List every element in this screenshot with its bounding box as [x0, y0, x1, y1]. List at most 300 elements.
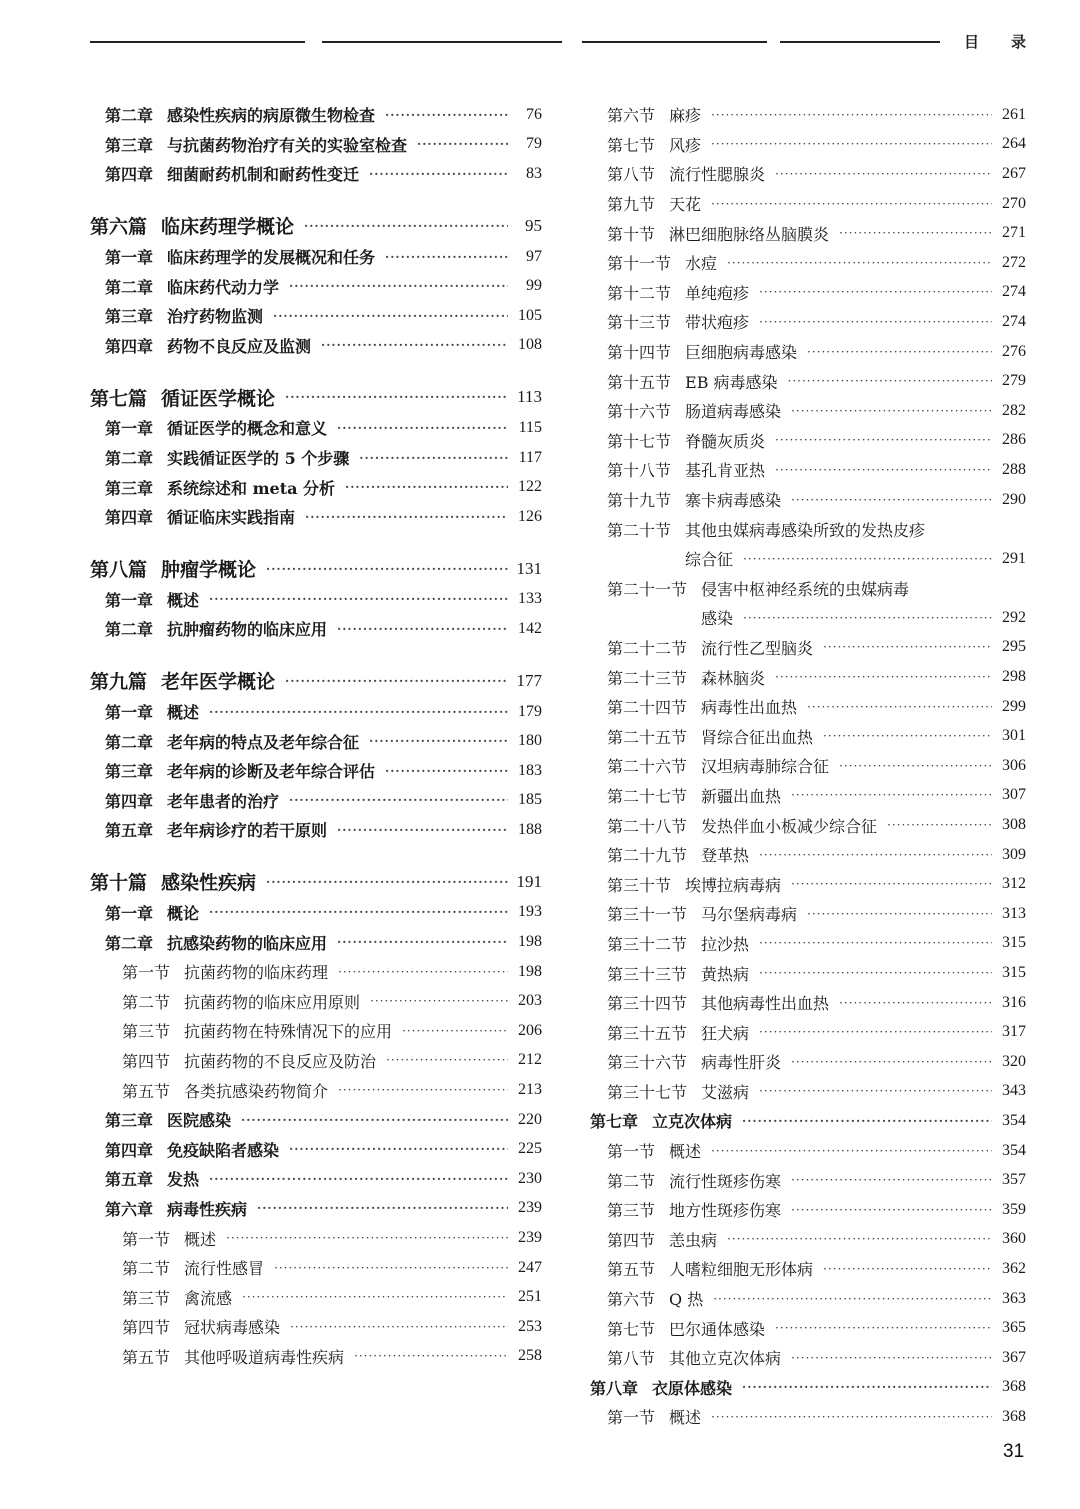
- toc-entry[interactable]: [90, 301, 542, 331]
- toc-entry[interactable]: [90, 472, 542, 502]
- leader-dots: [417, 137, 508, 151]
- toc-entry-title: 细菌耐药机制和耐药性变迁: [167, 165, 360, 185]
- leader-dots: [788, 374, 992, 388]
- toc-entry-title: 地方性斑疹伤寒: [669, 1201, 782, 1221]
- toc-entry[interactable]: [590, 662, 1026, 692]
- toc-entry-title: 抗菌药物在特殊情况下的应用: [184, 1022, 393, 1042]
- toc-entry[interactable]: [590, 189, 1026, 219]
- toc-entry-title: 医院感染: [167, 1111, 232, 1131]
- toc-entry[interactable]: [90, 1253, 542, 1283]
- toc-entry-page: 368: [1002, 1407, 1026, 1425]
- toc-entry-page: 359: [1002, 1200, 1026, 1218]
- toc-entry[interactable]: [590, 1373, 1026, 1403]
- toc-entry-number: 第二章: [105, 106, 154, 126]
- toc-entry-number: 第六节: [607, 106, 656, 126]
- toc-entry[interactable]: [90, 986, 542, 1016]
- toc-entry-number: 第十八节: [607, 461, 672, 481]
- leader-dots: [742, 1380, 992, 1394]
- toc-entry-title: 人嗜粒细胞无形体病: [669, 1260, 814, 1280]
- toc-entry-number: 第二十六节: [607, 757, 688, 777]
- toc-entry[interactable]: [90, 1282, 542, 1312]
- leader-dots: [775, 670, 992, 684]
- toc-entry-page: 79: [526, 135, 542, 153]
- toc-entry-title: 概述: [167, 703, 200, 723]
- leader-dots: [759, 936, 992, 950]
- toc-entry-page: 272: [1002, 253, 1026, 271]
- toc-entry[interactable]: [590, 1017, 1026, 1047]
- leader-dots: [369, 167, 508, 181]
- leader-dots: [775, 463, 992, 477]
- toc-entry-page: 291: [1002, 549, 1026, 567]
- toc-entry-title: 老年医学概论: [161, 671, 276, 694]
- toc-entry-number: 第三节: [122, 1022, 171, 1042]
- toc-entry-title: 带状疱疹: [685, 313, 750, 333]
- toc-entry-page: 317: [1002, 1023, 1026, 1041]
- toc-entry-title: 衣原体感染: [652, 1378, 733, 1398]
- toc-entry-number: 第八节: [607, 165, 656, 185]
- toc-entry-number: 第二节: [607, 1171, 656, 1191]
- toc-entry[interactable]: [590, 455, 1026, 485]
- toc-entry[interactable]: [90, 1046, 542, 1076]
- toc-entry[interactable]: [590, 751, 1026, 781]
- toc-entry-page: 251: [518, 1288, 542, 1306]
- toc-entry[interactable]: [90, 271, 542, 301]
- toc-entry-page: 282: [1002, 401, 1026, 419]
- leader-dots: [759, 848, 992, 862]
- toc-entry[interactable]: [90, 1134, 542, 1164]
- toc-entry-title: 系统综述和 meta 分析: [167, 478, 336, 498]
- toc-entry-number: 第二十九节: [607, 846, 688, 866]
- leader-dots: [209, 1172, 508, 1186]
- toc-entry-page: 288: [1002, 460, 1026, 478]
- toc-entry[interactable]: [590, 958, 1026, 988]
- toc-entry[interactable]: [590, 1343, 1026, 1373]
- toc-entry[interactable]: [590, 100, 1026, 130]
- leader-dots: [775, 167, 992, 181]
- toc-entry[interactable]: [590, 1136, 1026, 1166]
- toc-entry[interactable]: [90, 1075, 542, 1105]
- toc-entry[interactable]: [90, 815, 542, 845]
- toc-entry[interactable]: [90, 413, 542, 443]
- toc-entry-title: 单纯疱疹: [685, 283, 750, 303]
- toc-entry-number: 第二十四节: [607, 698, 688, 718]
- toc-entry-page: 292: [1002, 608, 1026, 626]
- toc-entry-number: 第三章: [105, 478, 154, 498]
- toc-entry[interactable]: [90, 159, 542, 189]
- leader-dots: [226, 1231, 508, 1245]
- toc-entry-number: 第四节: [607, 1230, 656, 1250]
- toc-entry-page: 97: [526, 247, 542, 265]
- toc-entry[interactable]: [590, 721, 1026, 751]
- toc-entry-title: 免疫缺陷者感染: [167, 1140, 280, 1160]
- toc-entry-number: 第三十七节: [607, 1082, 688, 1102]
- toc-entry-page: 271: [1002, 224, 1026, 242]
- toc-entry-number: 第一章: [105, 248, 154, 268]
- toc-entry-number: 第七节: [607, 135, 656, 155]
- toc-entry-page: 212: [518, 1051, 542, 1069]
- leader-dots: [241, 1113, 508, 1127]
- toc-entry[interactable]: [590, 307, 1026, 337]
- toc-entry[interactable]: [590, 396, 1026, 426]
- toc-entry[interactable]: [90, 927, 542, 957]
- toc-part-heading[interactable]: [90, 210, 542, 242]
- toc-entry[interactable]: [590, 248, 1026, 278]
- toc-entry-page: 230: [518, 1169, 542, 1187]
- leader-dots: [713, 1292, 992, 1306]
- toc-entry-title: 感染性疾病: [161, 872, 257, 895]
- toc-entry[interactable]: [90, 898, 542, 928]
- toc-entry-title: 马尔堡病毒病: [701, 905, 798, 925]
- toc-entry-title: 肠道病毒感染: [685, 402, 782, 422]
- toc-entry-number: 第一节: [607, 1142, 656, 1162]
- toc-entry-page: 108: [518, 336, 542, 354]
- toc-entry[interactable]: [590, 988, 1026, 1018]
- toc-entry-number: 第一章: [105, 903, 154, 923]
- toc-entry-page: 239: [518, 1229, 542, 1247]
- leader-dots: [285, 390, 508, 404]
- toc-entry-page: 99: [526, 277, 542, 295]
- toc-part-heading[interactable]: [90, 553, 542, 585]
- toc-entry[interactable]: [590, 1106, 1026, 1136]
- toc-entry-title: 立克次体病: [652, 1112, 733, 1132]
- toc-entry[interactable]: [590, 810, 1026, 840]
- leader-dots: [807, 700, 992, 714]
- leader-dots: [759, 285, 992, 299]
- toc-entry-number: 第一章: [105, 703, 154, 723]
- toc-entry[interactable]: [90, 1342, 542, 1372]
- toc-entry-number: 第二十八节: [607, 816, 688, 836]
- toc-entry[interactable]: [90, 585, 542, 615]
- toc-entry[interactable]: [590, 278, 1026, 308]
- toc-entry[interactable]: [590, 869, 1026, 899]
- toc-entry[interactable]: [590, 1402, 1026, 1432]
- toc-entry[interactable]: [90, 1016, 542, 1046]
- toc-entry-page: 298: [1002, 668, 1026, 686]
- toc-entry-title: 实践循证医学的 5 个步骤: [167, 449, 350, 469]
- toc-entry-number: 第三章: [105, 135, 154, 155]
- toc-entry-title: 流行性腮腺炎: [669, 165, 766, 185]
- toc-entry-page: 320: [1002, 1052, 1026, 1070]
- toc-entry-page: 286: [1002, 431, 1026, 449]
- toc-entry[interactable]: [90, 786, 542, 816]
- leader-dots: [345, 480, 508, 494]
- toc-entry-page: 95: [525, 215, 542, 235]
- leader-dots: [742, 1114, 992, 1128]
- leader-dots: [711, 108, 992, 122]
- toc-entry[interactable]: [590, 1165, 1026, 1195]
- toc-entry-page: 301: [1002, 727, 1026, 745]
- toc-entry-title: 循证医学的概念和意义: [167, 419, 328, 439]
- toc-entry-page: 198: [518, 962, 542, 980]
- leader-dots: [354, 1349, 508, 1363]
- toc-entry-number: 第四章: [105, 165, 154, 185]
- toc-entry-page: 261: [1002, 105, 1026, 123]
- toc-entry-title-continued: 综合征: [685, 550, 734, 570]
- toc-entry-number: 第七章: [590, 1112, 639, 1132]
- toc-part-heading[interactable]: [90, 866, 542, 898]
- toc-entry[interactable]: [590, 633, 1026, 663]
- leader-dots: [370, 994, 508, 1008]
- toc-entry[interactable]: [590, 840, 1026, 870]
- toc-entry-title: 抗肿瘤药物的临床应用: [167, 620, 328, 640]
- toc-left-column: [90, 100, 542, 1371]
- leader-dots: [743, 552, 992, 566]
- leader-dots: [209, 905, 508, 919]
- toc-entry-page: 239: [518, 1199, 542, 1217]
- toc-entry[interactable]: [590, 692, 1026, 722]
- toc-entry-page: 270: [1002, 194, 1026, 212]
- toc-entry-number: 第一节: [607, 1408, 656, 1428]
- toc-entry-title: Q 热: [669, 1290, 704, 1310]
- toc-entry-number: 第五节: [122, 1347, 171, 1367]
- toc-entry-page: 307: [1002, 786, 1026, 804]
- toc-entry-title: 老年病的诊断及老年综合评估: [167, 762, 376, 782]
- toc-entry-page: 313: [1002, 904, 1026, 922]
- toc-right-column: [590, 100, 1026, 1432]
- toc-entry[interactable]: [90, 100, 542, 130]
- toc-entry[interactable]: [590, 426, 1026, 456]
- toc-entry-page: 308: [1002, 816, 1026, 834]
- toc-entry-page: 115: [518, 418, 542, 436]
- toc-entry[interactable]: [590, 514, 1026, 544]
- leader-dots: [711, 1144, 992, 1158]
- toc-entry-page: 133: [518, 590, 542, 608]
- toc-entry[interactable]: [90, 1164, 542, 1194]
- toc-entry[interactable]: [590, 1254, 1026, 1284]
- toc-entry[interactable]: [590, 929, 1026, 959]
- toc-entry[interactable]: [590, 1313, 1026, 1343]
- toc-entry[interactable]: [590, 130, 1026, 160]
- toc-entry-number: 第二十七节: [607, 786, 688, 806]
- leader-dots: [839, 996, 992, 1010]
- leader-dots: [759, 966, 992, 980]
- toc-entry-number: 第十一节: [607, 254, 672, 274]
- toc-entry-page: 206: [518, 1021, 542, 1039]
- toc-entry-number: 第二十一节: [607, 579, 688, 599]
- toc-entry-title: 概论: [167, 903, 200, 923]
- toc-entry-title: 抗菌药物的不良反应及防治: [184, 1051, 377, 1071]
- leader-dots: [337, 421, 508, 435]
- toc-entry-number: 第八节: [607, 1349, 656, 1369]
- toc-entry-page: 343: [1002, 1082, 1026, 1100]
- toc-entry-number: 第三十三节: [607, 964, 688, 984]
- leader-dots: [402, 1024, 508, 1038]
- toc-entry-title: 水痘: [685, 254, 718, 274]
- toc-entry-title: 淋巴细胞脉络丛脑膜炎: [669, 224, 830, 244]
- toc-entry-number: 第三章: [105, 762, 154, 782]
- toc-entry-page: 367: [1002, 1348, 1026, 1366]
- toc-entry-number: 第九节: [607, 195, 656, 215]
- toc-entry-page: 253: [518, 1317, 542, 1335]
- toc-entry-title: 巨细胞病毒感染: [685, 343, 798, 363]
- toc-part-heading[interactable]: [90, 665, 542, 697]
- toc-entry-page: 290: [1002, 490, 1026, 508]
- leader-dots: [242, 1290, 508, 1304]
- toc-entry[interactable]: [590, 218, 1026, 248]
- toc-entry[interactable]: [590, 1195, 1026, 1225]
- leader-dots: [338, 965, 508, 979]
- toc-entry-title: 黄热病: [701, 964, 750, 984]
- toc-entry-page: 309: [1002, 845, 1026, 863]
- toc-entry-number: 第二十三节: [607, 668, 688, 688]
- toc-entry-number: 第五节: [122, 1081, 171, 1101]
- toc-entry[interactable]: [590, 1077, 1026, 1107]
- toc-entry-number: 第二章: [105, 732, 154, 752]
- toc-entry-number: 第八章: [590, 1378, 639, 1398]
- leader-dots: [337, 622, 508, 636]
- leader-dots: [791, 1203, 992, 1217]
- toc-entry-page: 183: [518, 761, 542, 779]
- toc-entry-title: 脊髓灰质炎: [685, 431, 766, 451]
- toc-entry-title: 概述: [669, 1408, 702, 1428]
- leader-dots: [290, 1320, 508, 1334]
- toc-entry-number: 第二章: [105, 277, 154, 297]
- toc-entry[interactable]: [590, 1225, 1026, 1255]
- toc-entry-page: 193: [518, 903, 542, 921]
- toc-entry[interactable]: [90, 614, 542, 644]
- toc-entry-page: 213: [518, 1081, 542, 1099]
- toc-entry-page: 363: [1002, 1289, 1026, 1307]
- leader-dots: [385, 250, 508, 264]
- toc-entry-number: 第四章: [105, 508, 154, 528]
- toc-entry-page: 362: [1002, 1259, 1026, 1277]
- toc-entry[interactable]: [590, 781, 1026, 811]
- toc-entry-page: 354: [1002, 1141, 1026, 1159]
- header-rule: [780, 41, 940, 43]
- leader-dots: [823, 729, 992, 743]
- toc-entry-page: 203: [518, 992, 542, 1010]
- leader-dots: [791, 877, 992, 891]
- toc-entry[interactable]: [590, 603, 1026, 633]
- toc-entry-title: 基孔肯亚热: [685, 461, 766, 481]
- toc-entry-number: 第十二节: [607, 283, 672, 303]
- toc-entry-page: 131: [516, 558, 542, 578]
- toc-entry-title: 登革热: [701, 846, 750, 866]
- toc-entry[interactable]: [90, 697, 542, 727]
- toc-entry[interactable]: [90, 443, 542, 473]
- leader-dots: [823, 640, 992, 654]
- leader-dots: [321, 338, 508, 352]
- toc-entry[interactable]: [90, 957, 542, 987]
- toc-entry[interactable]: [90, 502, 542, 532]
- toc-entry[interactable]: [590, 544, 1026, 574]
- toc-entry-page: 191: [516, 871, 542, 891]
- toc-part-heading[interactable]: [90, 381, 542, 413]
- toc-entry-number: 第三十节: [607, 875, 672, 895]
- toc-entry-title: 天花: [669, 195, 702, 215]
- toc-entry-number: 第九篇: [90, 671, 148, 694]
- leader-dots: [209, 705, 508, 719]
- toc-entry[interactable]: [590, 574, 1026, 604]
- toc-entry-title: 抗菌药物的临床药理: [184, 963, 329, 983]
- toc-entry-title: 病毒性疾病: [167, 1199, 248, 1219]
- toc-entry[interactable]: [90, 242, 542, 272]
- toc-entry-number: 第四章: [105, 791, 154, 811]
- toc-entry[interactable]: [590, 1284, 1026, 1314]
- toc-entry-number: 第一节: [122, 1229, 171, 1249]
- toc-entry-page: 306: [1002, 756, 1026, 774]
- header-rule: [90, 41, 305, 43]
- toc-entry[interactable]: [590, 337, 1026, 367]
- toc-entry[interactable]: [90, 726, 542, 756]
- toc-entry-number: 第二节: [122, 1259, 171, 1279]
- toc-entry-title: 发热伴血小板减少综合征: [701, 816, 878, 836]
- leader-dots: [285, 674, 508, 688]
- toc-entry-title: 发热: [167, 1170, 200, 1190]
- toc-entry[interactable]: [590, 1047, 1026, 1077]
- leader-dots: [385, 764, 508, 778]
- toc-entry-number: 第二节: [122, 992, 171, 1012]
- leader-dots: [257, 1201, 508, 1215]
- toc-entry-title: 老年病的特点及老年综合征: [167, 732, 360, 752]
- leader-dots: [369, 734, 508, 748]
- toc-entry-title: 其他病毒性出血热: [701, 994, 830, 1014]
- leader-dots: [727, 256, 992, 270]
- toc-entry-number: 第七节: [607, 1319, 656, 1339]
- leader-dots: [839, 226, 992, 240]
- toc-entry-title: 汉坦病毒肺综合征: [701, 757, 830, 777]
- toc-entry-title: 风疹: [669, 135, 702, 155]
- toc-entry-page: 179: [518, 702, 542, 720]
- toc-entry-page: 295: [1002, 638, 1026, 656]
- toc-entry[interactable]: [90, 1312, 542, 1342]
- toc-entry-number: 第二章: [105, 620, 154, 640]
- leader-dots: [359, 451, 508, 465]
- leader-dots: [711, 197, 992, 211]
- toc-entry-title: 其他立克次体病: [669, 1349, 782, 1369]
- toc-entry-title: 病毒性肝炎: [701, 1053, 782, 1073]
- toc-entry-page: 198: [518, 933, 542, 951]
- toc-entry[interactable]: [90, 1194, 542, 1224]
- toc-entry-title: 艾滋病: [701, 1082, 750, 1102]
- leader-dots: [273, 309, 508, 323]
- toc-entry-title: 寨卡病毒感染: [685, 491, 782, 511]
- toc-entry[interactable]: [590, 899, 1026, 929]
- toc-entry[interactable]: [90, 331, 542, 361]
- toc-entry[interactable]: [90, 1105, 542, 1135]
- toc-entry-number: 第二十五节: [607, 727, 688, 747]
- toc-entry[interactable]: [90, 130, 542, 160]
- toc-entry-title: 流行性斑疹伤寒: [669, 1171, 782, 1191]
- toc-entry-title: 抗感染药物的临床应用: [167, 933, 328, 953]
- leader-dots: [743, 611, 992, 625]
- toc-entry-page: 188: [518, 820, 542, 838]
- toc-entry-title: 临床药代动力学: [167, 277, 280, 297]
- toc-entry-page: 354: [1002, 1111, 1026, 1129]
- toc-entry-title: 侵害中枢神经系统的虫媒病毒: [701, 579, 910, 599]
- toc-entry-number: 第八篇: [90, 559, 148, 582]
- toc-entry[interactable]: [590, 366, 1026, 396]
- toc-entry[interactable]: [590, 159, 1026, 189]
- toc-entry-number: 第五节: [607, 1260, 656, 1280]
- toc-entry-page: 276: [1002, 342, 1026, 360]
- toc-entry-title: 病毒性出血热: [701, 698, 798, 718]
- header-rule: [582, 41, 767, 43]
- toc-entry-number: 第三章: [105, 307, 154, 327]
- toc-entry-title: 森林脑炎: [701, 668, 766, 688]
- toc-entry[interactable]: [90, 1223, 542, 1253]
- toc-entry-page: 315: [1002, 934, 1026, 952]
- leader-dots: [385, 108, 508, 122]
- toc-entry-title: 老年病诊疗的若干原则: [167, 821, 328, 841]
- toc-entry-page: 117: [518, 448, 542, 466]
- toc-entry[interactable]: [590, 485, 1026, 515]
- toc-entry-page: 177: [516, 670, 542, 690]
- toc-entry-title: 肿瘤学概论: [161, 559, 257, 582]
- toc-entry-number: 第十四节: [607, 343, 672, 363]
- toc-entry[interactable]: [90, 756, 542, 786]
- leader-dots: [759, 315, 992, 329]
